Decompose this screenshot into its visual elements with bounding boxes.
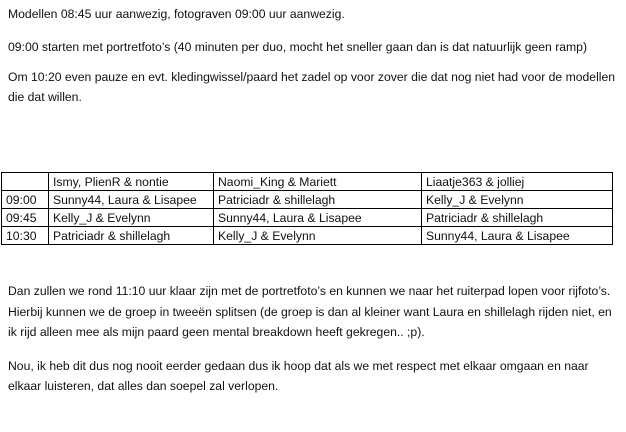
time-cell: 10:30: [2, 227, 49, 245]
table-cell: Patriciadr & shillelagh: [214, 191, 422, 209]
table-header-cell: Naomi_King & Mariett: [214, 173, 422, 191]
table-cell: Kelly_J & Evelynn: [49, 209, 214, 227]
table-cell: Patriciadr & shillelagh: [422, 209, 613, 227]
start-paragraph: 09:00 starten met portretfoto’s (40 minuten per duo, mocht het sneller gaan dan is dat natuurlijk geen ramp): [8, 40, 588, 54]
schedule-table: [1, 172, 613, 245]
table-cell: Kelly_J & Evelynn: [422, 191, 613, 209]
document-body: [8, 0, 620, 107]
table-row: [2, 227, 613, 245]
table-header-cell: Liaatje363 & jolliej: [422, 173, 613, 191]
table-header-cell: Ismy, PlienR & nontie: [49, 173, 214, 191]
table-row: [2, 209, 613, 227]
table-cell: Kelly_J & Evelynn: [214, 227, 422, 245]
pause-paragraph: Om 10:20 even pauze en evt. kledingwissel/paard het zadel op voor zover die dat nog niet had voor de modellen die dat willen.: [8, 70, 616, 104]
ride-paragraph: Dan zullen we rond 11:10 uur klaar zijn met de portretfoto’s en kunnen we naar het ruiterpad lopen voor rijfoto’s. Hierbij kunnen we de groep in tweeën splitsen (de groep is dan al kleiner want Laura en shillelagh rijden niet, en ik rijd alleen mee als mijn paard geen mental breakdown heeft gekregen.. ;p).: [8, 284, 612, 339]
table-header-row: [2, 173, 613, 191]
table-row: [2, 191, 613, 209]
time-cell: 09:00: [2, 191, 49, 209]
table-cell: Sunny44, Laura & Lisapee: [214, 209, 422, 227]
table-cell: Sunny44, Laura & Lisapee: [422, 227, 613, 245]
closing-paragraph: Nou, ik heb dit dus nog nooit eerder gedaan dus ik hoop dat als we met respect met elkaar omgaan en naar elkaar luisteren, dat alles dan soepel zal verlopen.: [8, 358, 589, 393]
time-cell: 09:45: [2, 209, 49, 227]
table-cell: [2, 173, 49, 191]
table-cell: Sunny44, Laura & Lisapee: [49, 191, 214, 209]
arrival-paragraph: Modellen 08:45 uur aanwezig, fotograven 09:00 uur aanwezig.: [8, 7, 345, 21]
table-cell: Patriciadr & shillelagh: [49, 227, 214, 245]
document-body-continued: [8, 281, 620, 409]
